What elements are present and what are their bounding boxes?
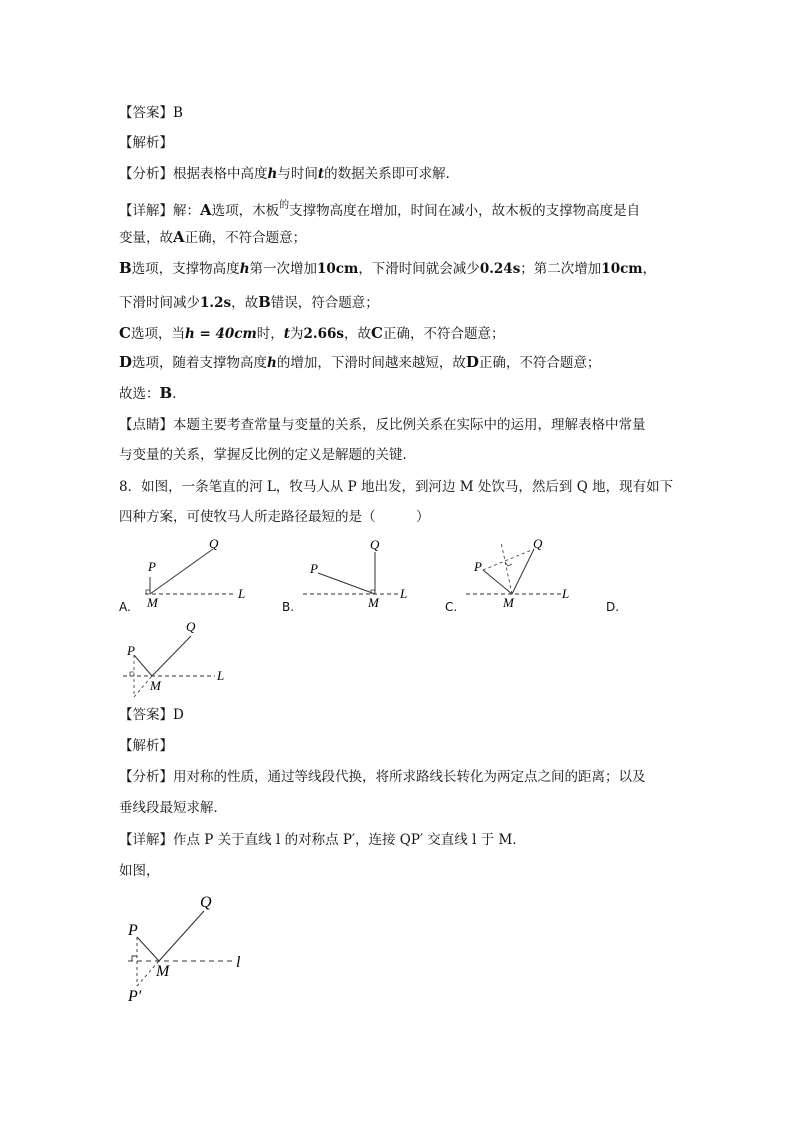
segment-pm — [134, 655, 152, 676]
detail-text: 为 — [290, 326, 304, 342]
fenxi-text: 用对称的性质，通过等线段代换，将所求路线长转化为两定点之间的距离；以及 — [173, 769, 646, 785]
detail-tag: 【详解】 — [119, 203, 173, 219]
q8-stem-line2: 四种方案，可使牧马人所走路径最短的是（ ） — [119, 509, 430, 525]
solution-figure — [120, 885, 270, 1005]
option-b: B — [159, 384, 173, 402]
detail-text: 变量，故 — [119, 230, 173, 246]
answer-tag: 【答案】 — [119, 105, 173, 121]
q7-dianjing-line2: 与变量的关系，掌握反比例的定义是解题的关键． — [119, 447, 416, 463]
q7-detail-line2 — [119, 228, 306, 247]
figure-c — [461, 532, 581, 612]
q8-stem-line1: 8．如图，一条笔直的河 L，牧马人从 P 地出发，到河边 M 处饮马，然后到 Q 地，现有如下 — [119, 479, 674, 495]
label-m: M — [503, 595, 514, 610]
label-q: Q — [533, 536, 543, 551]
dianjing-text: 本题主要考查常量与变量的关系，反比例关系在实际中的运用，理解表格中常量 — [173, 417, 646, 433]
detail-text: 选项，随着支撑物高度 — [132, 355, 268, 371]
q7-choose-line — [119, 384, 186, 403]
label-p: P — [148, 559, 156, 574]
segment-mq — [159, 911, 204, 961]
detail-text: 的增加，下滑时间越来越短，故 — [276, 355, 466, 371]
choice-d-label: D. — [606, 600, 620, 614]
detail-text: 错误，符合题意； — [270, 295, 379, 311]
q8-detail-line2: 如图， — [119, 863, 160, 879]
option-d: D — [119, 353, 133, 371]
value-0-24s: 0.24s — [479, 261, 521, 277]
value-2-66s: 2.66s — [303, 326, 345, 342]
detail-text: 选项，木板 — [211, 203, 280, 219]
q8-fenxi-line1 — [119, 768, 646, 786]
answer-tag: 【答案】 — [119, 707, 173, 723]
label-p-prime: P′ — [128, 988, 142, 1005]
label-l: L — [238, 586, 246, 601]
figure-a — [135, 532, 255, 612]
label-q: Q — [200, 894, 212, 911]
label-p: P — [310, 561, 318, 576]
var-h: h — [267, 166, 278, 182]
detail-text: 正确，不符合题意； — [478, 355, 601, 371]
detail-text: ，下滑时间就会减少 — [358, 261, 480, 277]
label-p: P — [127, 643, 135, 658]
q7-detail-line1 — [119, 201, 640, 222]
label-l: L — [400, 586, 408, 601]
right-angle-mark — [130, 672, 134, 676]
var-t: t — [317, 166, 325, 182]
value-10cm: 10cm — [601, 261, 643, 277]
segment-pq-dashed — [483, 549, 534, 570]
option-a: A — [173, 228, 185, 246]
choice-a-label: A. — [119, 600, 131, 614]
choice-b-label: B. — [282, 600, 295, 614]
label-l: L — [562, 586, 570, 601]
detail-text: ， — [642, 261, 657, 277]
q8-detail-line1 — [119, 831, 526, 849]
fenxi-text: 与时间 — [277, 166, 318, 182]
answer-value: B — [173, 105, 183, 121]
answer-value: D — [173, 707, 184, 723]
label-p: P — [474, 559, 482, 574]
segment-mq — [150, 549, 213, 594]
fenxi-tag: 【分析】 — [119, 166, 173, 182]
q7-detail-line4 — [119, 293, 379, 312]
detail-text: ；第二次增加 — [520, 261, 602, 277]
right-angle-mark — [132, 956, 137, 961]
choice-c-label: C. — [445, 600, 458, 614]
detail-text: ，故 — [344, 326, 372, 342]
q7-detail-line3 — [119, 259, 656, 278]
var-t: t — [283, 326, 291, 342]
label-m: M — [368, 595, 379, 610]
var-h: h — [239, 261, 250, 277]
q7-analysis-tag: 【解析】 — [119, 135, 173, 151]
segment-pm — [318, 573, 375, 594]
label-m: M — [150, 678, 161, 693]
label-q: Q — [209, 536, 219, 551]
detail-text: 支撑物高度在增加，时间在减小，故木板的支撑物高度是自 — [289, 203, 641, 219]
option-b: B — [258, 293, 271, 311]
equation-h-40cm: h = 40cm — [184, 326, 257, 342]
fenxi-text: 的数据关系即可求解． — [324, 166, 460, 182]
value-10cm: 10cm — [317, 261, 359, 277]
fenxi-text: 根据表格中高度 — [173, 166, 268, 182]
dianjing-tag: 【点睛】 — [119, 417, 173, 433]
q8-answer-line — [119, 706, 184, 724]
option-d: D — [465, 353, 479, 371]
detail-text: 选项，支撑物高度 — [131, 261, 240, 277]
q7-fenxi-line — [119, 165, 459, 183]
label-q: Q — [370, 537, 380, 552]
fenxi-tag: 【分析】 — [119, 769, 173, 785]
detail-text: 第一次增加 — [249, 261, 318, 277]
choose-text: 故选： — [119, 386, 160, 402]
right-angle-mark — [146, 590, 150, 594]
segment-mq — [512, 549, 534, 594]
q8-analysis-tag: 【解析】 — [119, 738, 173, 754]
detail-text: 选项，当 — [130, 326, 185, 342]
q7-dianjing-line1 — [119, 416, 646, 434]
option-c: C — [371, 324, 383, 342]
figure-d — [119, 615, 239, 695]
detail-text: 的 — [279, 200, 290, 211]
label-m: M — [147, 595, 158, 610]
option-a: A — [200, 201, 212, 219]
detail-text: 下滑时间减少 — [119, 295, 200, 311]
q7-detail-line5 — [119, 324, 504, 343]
segment-mq — [152, 636, 191, 676]
detail-tag: 【详解】 — [119, 832, 173, 848]
detail-text: 正确，不符合题意； — [184, 230, 307, 246]
detail-text: 作点 P 关于直线 l 的对称点 P′，连接 QP′ 交直线 l 于 M． — [173, 832, 526, 848]
label-q: Q — [186, 619, 196, 634]
detail-text: ，故 — [231, 295, 259, 311]
q8-fenxi-line2: 垂线段最短求解． — [119, 800, 227, 816]
value-1-2s: 1.2s — [200, 295, 232, 311]
label-l: l — [236, 954, 241, 971]
q7-detail-line6 — [119, 353, 600, 372]
option-c: C — [119, 324, 131, 342]
segment-pm — [137, 937, 159, 961]
figure-b — [298, 532, 418, 612]
q7-answer-line — [119, 104, 183, 122]
label-m: M — [156, 963, 170, 980]
label-p: P — [128, 922, 138, 939]
detail-text: 时， — [256, 326, 284, 342]
detail-text: 正确，不符合题意； — [382, 326, 505, 342]
label-l: L — [217, 668, 225, 683]
option-b: B — [119, 259, 132, 277]
var-h: h — [267, 355, 277, 371]
choose-text: ． — [172, 386, 186, 402]
detail-text: 解： — [173, 203, 200, 219]
